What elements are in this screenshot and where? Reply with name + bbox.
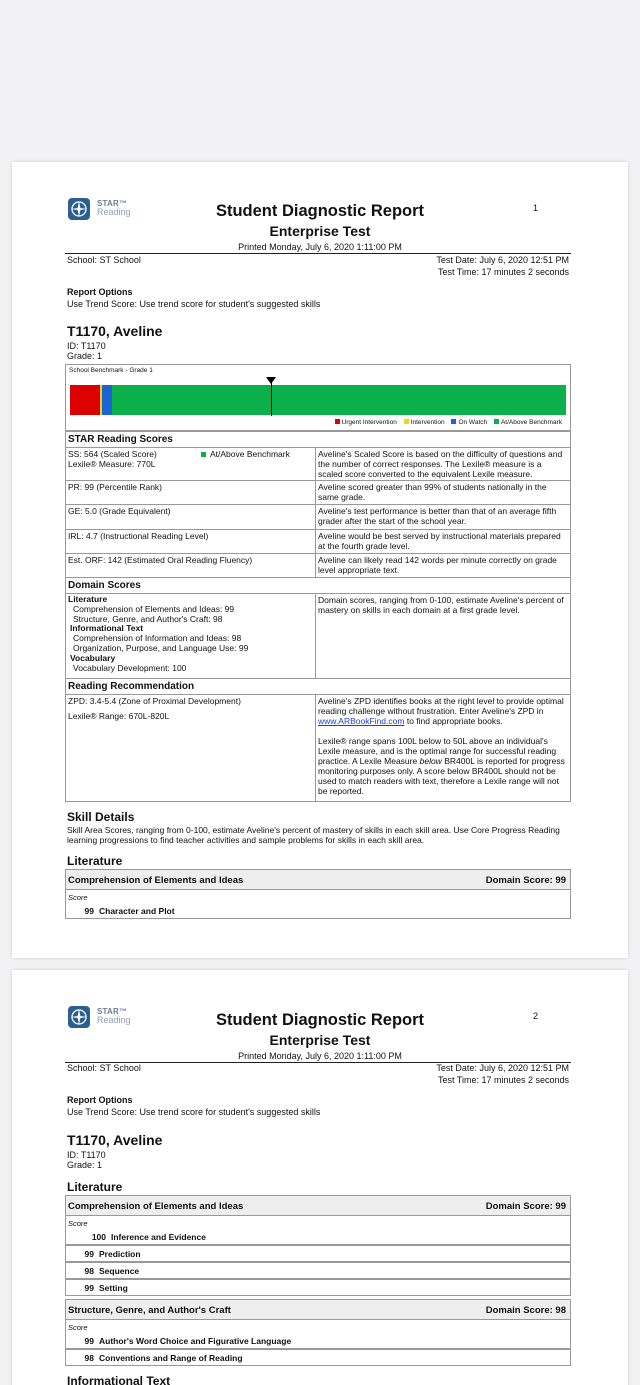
literature-heading: Literature <box>67 854 123 868</box>
school-name: School: ST School <box>67 1063 141 1073</box>
report-title: Student Diagnostic Report <box>215 1011 425 1029</box>
skill-name: Author's Word Choice and Figurative Language <box>99 1336 292 1346</box>
scaled-score-row <box>66 447 570 480</box>
test-date: Test Date: July 6, 2020 12:51 PM <box>436 255 569 265</box>
legend-intervention: Intervention <box>410 419 445 426</box>
domain-scores-row <box>66 593 570 678</box>
recommendation-description <box>318 696 568 796</box>
oral-reading-fluency: Est. ORF: 142 (Estimated Oral Reading Fluency) <box>68 555 253 565</box>
lexile-description <box>318 736 568 796</box>
benchmark-segment-on-watch <box>102 385 112 415</box>
student-grade <box>67 1160 102 1171</box>
skill-domain-name: Comprehension of Elements and Ideas <box>68 1201 244 1212</box>
student-score-marker-icon <box>266 377 276 384</box>
domain-scores-description: Domain scores, ranging from 0-100, estimate Aveline's percent of mastery on skills in each domain at a first grade level. <box>318 595 564 615</box>
skill-details-description: Skill Area Scores, ranging from 0-100, estimate Aveline's percent of mastery of skills in each skill area. Use Core Progress Reading learning progressions to find teacher activities and sample problems for skills in each skill area. <box>67 825 560 845</box>
domain-lit-item: Structure, Genre, and Author's Craft: 98 <box>73 613 223 624</box>
percentile-rank: PR: 99 (Percentile Rank) <box>68 482 163 492</box>
score-column-label: Score <box>68 1323 88 1332</box>
percentile-rank-description: Aveline scored greater than 99% of students nationally in the same grade. <box>318 482 547 502</box>
grade-equivalent: GE: 5.0 (Grade Equivalent) <box>68 506 171 516</box>
reading-recommendation-heading: Reading Recommendation <box>68 681 195 692</box>
legend-swatch-on-watch <box>451 419 456 424</box>
skill-name: Inference and Evidence <box>111 1232 206 1242</box>
domain-vocab-item: Vocabulary Development: 100 <box>73 662 187 673</box>
scores-table <box>65 431 571 802</box>
domain-scores-list <box>68 595 314 673</box>
instructional-reading-level-row <box>66 529 570 553</box>
grade-value: 1 <box>97 351 103 361</box>
domain-scores-heading-row <box>66 577 570 593</box>
school-name: School: ST School <box>67 255 141 265</box>
grade-label: Grade: <box>67 351 95 361</box>
test-date: Test Date: July 6, 2020 12:51 PM <box>436 1063 569 1073</box>
scaled-score-description: Aveline's Scaled Score is based on the difficulty of questions and the number of correct responses. The Lexile® measure is a scaled score converted to the equivalent Lexile measure. <box>318 449 563 479</box>
legend-on-watch: On Watch <box>458 419 488 426</box>
skill-name: Prediction <box>99 1249 141 1259</box>
column-divider <box>315 554 316 577</box>
benchmark-segment-at-above <box>112 385 566 415</box>
skill-score: 98 <box>84 1266 94 1276</box>
student-id: ID: T1170 <box>67 341 106 351</box>
column-divider <box>315 695 316 802</box>
page-number: 2 <box>533 1011 539 1021</box>
domain-lit-item: Comprehension of Elements and Ideas: 99 <box>73 603 235 614</box>
instructional-reading-level-description: Aveline would be best served by instructional materials prepared at the fourth grade level. <box>318 531 561 551</box>
report-page-1 <box>12 162 628 958</box>
skill-name: Character and Plot <box>99 906 175 916</box>
domain-scores-heading: Domain Scores <box>68 580 141 591</box>
printed-date: Printed Monday, July 6, 2020 1:11:00 PM <box>238 242 402 252</box>
skill-name: Conventions and Range of Reading <box>99 1353 243 1363</box>
lexile-measure: Lexile® Measure: 770L <box>68 459 156 469</box>
lexile-desc-em: below <box>419 756 442 766</box>
logo-line-2: Reading <box>97 207 131 217</box>
report-subtitle: Enterprise Test <box>269 1032 371 1048</box>
header-divider <box>65 253 571 254</box>
skill-score: 100 <box>91 1232 106 1242</box>
instructional-reading-level: IRL: 4.7 (Instructional Reading Level) <box>68 531 209 541</box>
skill-domain-score: Domain Score: 99 <box>485 875 566 886</box>
reading-recommendation-row <box>66 694 570 802</box>
report-options-heading: Report Options <box>67 1095 133 1105</box>
column-divider <box>315 505 316 529</box>
skill-domain-name: Comprehension of Elements and Ideas <box>68 875 244 886</box>
skill-score: 99 <box>84 906 94 916</box>
domain-info-item: Comprehension of Information and Ideas: 98 <box>73 633 242 644</box>
benchmark-segment-urgent <box>70 385 100 415</box>
grade-equivalent-row <box>66 504 570 529</box>
zpd-description <box>318 696 568 726</box>
grade-label: Grade: <box>67 1160 95 1170</box>
skill-domain-box <box>65 1299 571 1349</box>
skill-row <box>65 1245 571 1262</box>
benchmark-label: School Benchmark - Grade 1 <box>69 367 153 374</box>
legend-swatch-at-above <box>494 419 499 424</box>
legend-at-above: At/Above Benchmark <box>500 419 562 426</box>
percentile-rank-row <box>66 480 570 504</box>
page-number: 1 <box>533 203 539 213</box>
benchmark-status-label: At/Above Benchmark <box>210 449 290 459</box>
skill-score: 99 <box>84 1249 94 1259</box>
score-column-label: Score <box>68 1219 88 1228</box>
column-divider <box>315 448 316 480</box>
test-time: Test Time: 17 minutes 2 seconds <box>437 1075 569 1085</box>
domain-vocabulary: Vocabulary <box>70 652 116 663</box>
legend-urgent: Urgent Intervention <box>341 419 397 426</box>
printed-date: Printed Monday, July 6, 2020 1:11:00 PM <box>238 1051 402 1061</box>
domain-info-item: Organization, Purpose, and Language Use: 99 <box>73 642 249 653</box>
skill-domain-header <box>66 870 570 890</box>
student-name: T1170, Aveline <box>67 1132 163 1148</box>
logo-line-1: STAR™ <box>97 199 128 208</box>
column-divider <box>315 594 316 678</box>
zpd-desc-pre: Aveline's ZPD identifies books at the right level to provide optimal reading challenge without frustration. Enter Aveline's ZPD in <box>318 696 564 716</box>
lexile-range: Lexile® Range: 670L-820L <box>68 711 170 721</box>
student-grade <box>67 351 102 362</box>
grade-equivalent-description: Aveline's test performance is better than that of an average fifth grader after the start of the school year. <box>318 506 557 526</box>
benchmark-status-swatch <box>201 452 206 457</box>
student-id: ID: T1170 <box>67 1150 106 1160</box>
report-subtitle: Enterprise Test <box>269 223 371 239</box>
report-options-heading: Report Options <box>67 287 133 297</box>
scaled-score: SS: 564 (Scaled Score) <box>68 449 157 459</box>
oral-reading-fluency-row <box>66 553 570 577</box>
recommendation-values <box>68 696 314 721</box>
skill-domain-header <box>66 1300 570 1320</box>
skill-row <box>65 1349 571 1366</box>
test-time: Test Time: 17 minutes 2 seconds <box>437 267 569 277</box>
informational-text-heading: Informational Text <box>67 1374 171 1385</box>
zpd-desc-post: to find appropriate books. <box>406 716 503 726</box>
benchmark-chart <box>65 364 571 431</box>
skill-domain-box <box>65 869 571 919</box>
report-options-text: Use Trend Score: Use trend score for student's suggested skills <box>67 1107 321 1117</box>
skill-score: 99 <box>84 1283 94 1293</box>
report-title: Student Diagnostic Report <box>215 202 425 220</box>
student-name: T1170, Aveline <box>67 323 163 339</box>
logo-line-2: Reading <box>97 1015 131 1025</box>
logo-line-1: STAR™ <box>97 1007 128 1016</box>
lexile-desc-post: BR400L is reported for progress monitoring purposes only. A score below BR400L should not be used to match readers with text, therefore a Lexile range will not be reported. <box>318 756 565 796</box>
scaled-score-cell <box>68 449 314 469</box>
literature-heading: Literature <box>67 1180 123 1194</box>
report-options-text: Use Trend Score: Use trend score for student's suggested skills <box>67 299 321 309</box>
lexile-desc-pre: Lexile® range spans 100L below to 50L above an individual's Lexile measure, and is the optimal range for successful reading practice. A Lexile Measure <box>318 736 557 766</box>
skill-name: Sequence <box>99 1266 140 1276</box>
skill-name: Setting <box>99 1283 128 1293</box>
score-column-label: Score <box>68 893 88 902</box>
skill-domain-header <box>66 1196 570 1216</box>
zpd-range: ZPD: 3.4-5.4 (Zone of Proximal Development) <box>68 696 241 706</box>
skill-domain-score: Domain Score: 98 <box>485 1305 566 1316</box>
benchmark-legend <box>330 419 562 426</box>
skill-details-heading: Skill Details <box>67 810 135 824</box>
reading-recommendation-heading-row <box>66 678 570 694</box>
legend-swatch-intervention <box>404 419 409 424</box>
skill-domain-score: Domain Score: 99 <box>485 1201 566 1212</box>
star-reading-scores-heading: STAR Reading Scores <box>68 434 173 445</box>
domain-informational: Informational Text <box>70 623 144 634</box>
skill-score: 99 <box>84 1336 94 1346</box>
skill-row <box>65 1262 571 1279</box>
column-divider <box>315 530 316 553</box>
skill-domain-name: Structure, Genre, and Author's Craft <box>68 1305 231 1316</box>
student-score-marker-line <box>271 379 272 416</box>
skill-row <box>65 1279 571 1296</box>
domain-literature: Literature <box>68 594 108 604</box>
grade-value: 1 <box>97 1160 103 1170</box>
report-page-2 <box>12 970 628 1385</box>
skill-domain-box <box>65 1195 571 1245</box>
column-divider <box>315 481 316 504</box>
oral-reading-fluency-description: Aveline can likely read 142 words per minute correctly on grade level appropriate text. <box>318 555 557 575</box>
arbookfind-link[interactable]: www.ARBookFind.com <box>318 716 405 726</box>
skill-score: 98 <box>84 1353 94 1363</box>
legend-swatch-urgent <box>335 419 340 424</box>
